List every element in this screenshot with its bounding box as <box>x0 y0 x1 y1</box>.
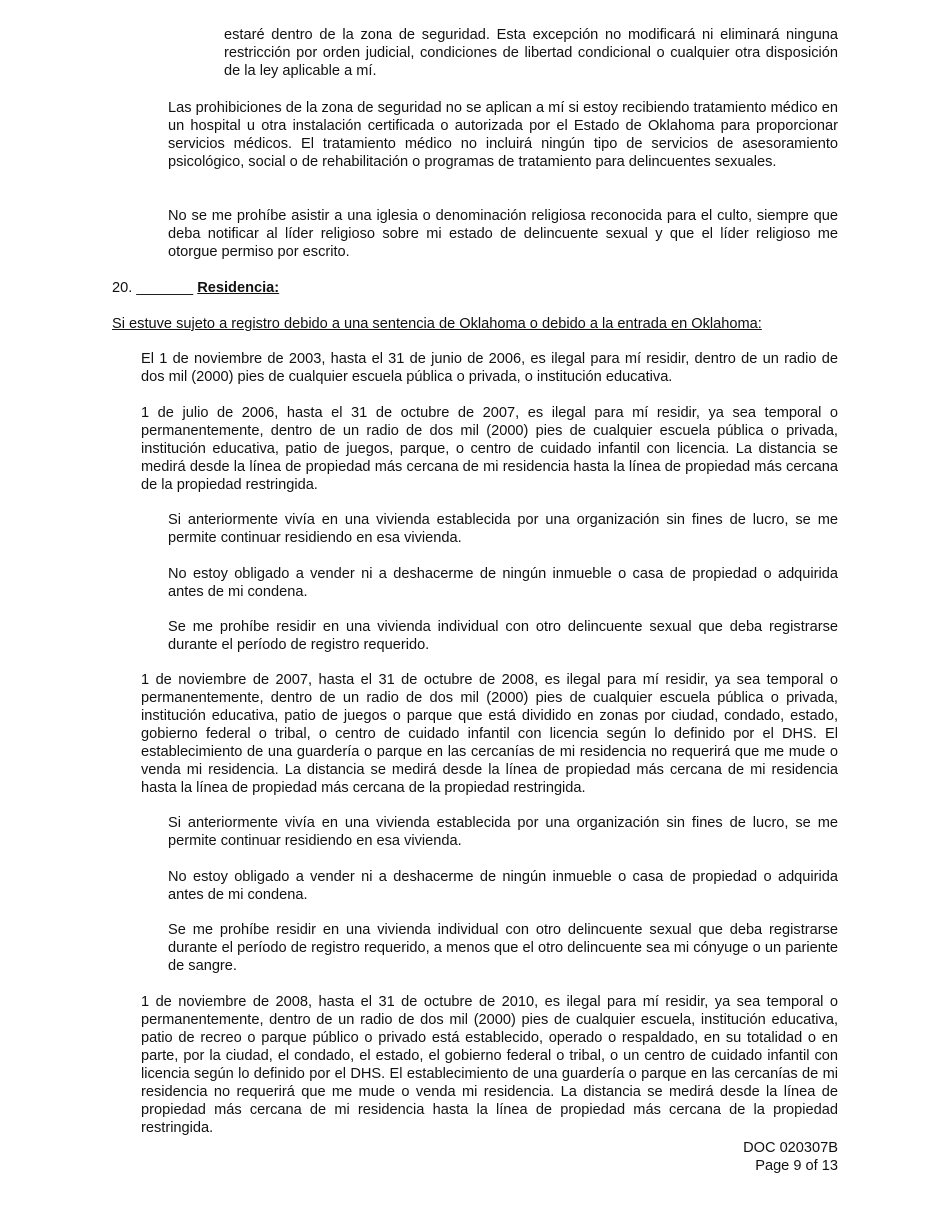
subheading-oklahoma-registration: Si estuve sujeto a registro debido a una sentencia de Oklahoma o debido a la entrada en Oklahoma: <box>112 316 762 332</box>
paragraph-2007-other-offender: Se me prohíbe residir en una vivienda individual con otro delincuente sexual que deba registrarse durante el período de registro requerido, a menos que el otro delincuente sea mi cónyuge o un pariente de sangre. <box>168 922 838 974</box>
footer-page-number: Page 9 of 13 <box>755 1158 838 1174</box>
section-20-heading <box>112 279 279 297</box>
section-title: Residencia: <box>197 280 280 296</box>
paragraph-2006-other-offender: Se me prohíbe residir en una vivienda individual con otro delincuente sexual que deba registrarse durante el período de registro requerido. <box>168 619 838 653</box>
paragraph-2003: El 1 de noviembre de 2003, hasta el 31 de junio de 2006, es ilegal para mí residir, dentro de un radio de dos mil (2000) pies de cualquier escuela pública o privada, o institución educativa. <box>141 351 838 385</box>
paragraph-2006-sell: No estoy obligado a vender ni a deshacerme de ningún inmueble o casa de propiedad o adquirida antes de mi condena. <box>168 566 838 600</box>
paragraph-safety-zone-continuation: estaré dentro de la zona de seguridad. Esta excepción no modificará ni eliminará ninguna restricción por orden judicial, condiciones de libertad condicional o cualquier otra disposición de la ley aplicable a mí. <box>224 27 838 79</box>
footer-doc-code: DOC 020307B <box>743 1140 838 1156</box>
paragraph-2007-sell: No estoy obligado a vender ni a deshacerme de ningún inmueble o casa de propiedad o adquirida antes de mi condena. <box>168 869 838 903</box>
paragraph-medical-exception: Las prohibiciones de la zona de seguridad no se aplican a mí si estoy recibiendo tratamiento médico en un hospital u otra instalación certificada o autorizada por el Estado de Oklahoma para proporcionar servicios médicos. El tratamiento médico no incluirá ningún tipo de servicios de asesoramiento psicológico, social o de rehabilitación o programas de tratamiento para delincuentes sexuales. <box>168 100 838 170</box>
paragraph-2006-nonprofit: Si anteriormente vivía en una vivienda establecida por una organización sin fines de lucro, se me permite continuar residiendo en esa vivienda. <box>168 512 838 546</box>
paragraph-2007: 1 de noviembre de 2007, hasta el 31 de octubre de 2008, es ilegal para mí residir, ya sea temporal o permanentemente, dentro de un radio de dos mil (2000) pies de cualquier escuela pública o privada, institución educativa, patio de juegos o parque que está dividido en zonas por ciudad, condado, estado, gobierno federal o tribal, o centro de cuidado infantil con licencia según lo definido por el DHS. El establecimiento de una guardería o parque en las cercanías de mi residencia no requerirá que me mude o venda mi residencia. La distancia se medirá desde la línea de propiedad más cercana de mi residencia hasta la línea de propiedad más cercana de la propiedad restringida. <box>141 672 838 796</box>
paragraph-2007-nonprofit: Si anteriormente vivía en una vivienda establecida por una organización sin fines de lucro, se me permite continuar residiendo en esa vivienda. <box>168 815 838 849</box>
paragraph-2008: 1 de noviembre de 2008, hasta el 31 de octubre de 2010, es ilegal para mí residir, ya sea temporal o permanentemente, dentro de un radio de dos mil (2000) pies de cualquier escuela, institución educativa, patio de recreo o parque público o privado está establecido, operado o respaldado, en su totalidad o en parte, por la ciudad, el condado, el estado, el gobierno federal o tribal, o un centro de cuidado infantil con licencia según lo definido por el DHS. El establecimiento de una guardería o parque en las cercanías de mi residencia no requerirá que me mude o venda mi residencia. La distancia se medirá desde la línea de propiedad más cercana de mi residencia hasta la línea de propiedad más cercana de la propiedad restringida. <box>141 994 838 1136</box>
section-number: 20. _______ <box>112 280 194 296</box>
paragraph-church-exception: No se me prohíbe asistir a una iglesia o denominación religiosa reconocida para el culto, siempre que deba notificar al líder religioso sobre mi estado de delincuente sexual y que el líder religioso me otorgue permiso por escrito. <box>168 208 838 260</box>
paragraph-2006: 1 de julio de 2006, hasta el 31 de octubre de 2007, es ilegal para mí residir, ya sea temporal o permanentemente, dentro de un radio de dos mil (2000) pies de cualquier escuela pública o privada, institución educativa, patio de juegos, parque, o centro de cuidado infantil con licencia. La distancia se medirá desde la línea de propiedad más cercana de mi residencia hasta la línea de propiedad más cercana de la propiedad restringida. <box>141 405 838 493</box>
